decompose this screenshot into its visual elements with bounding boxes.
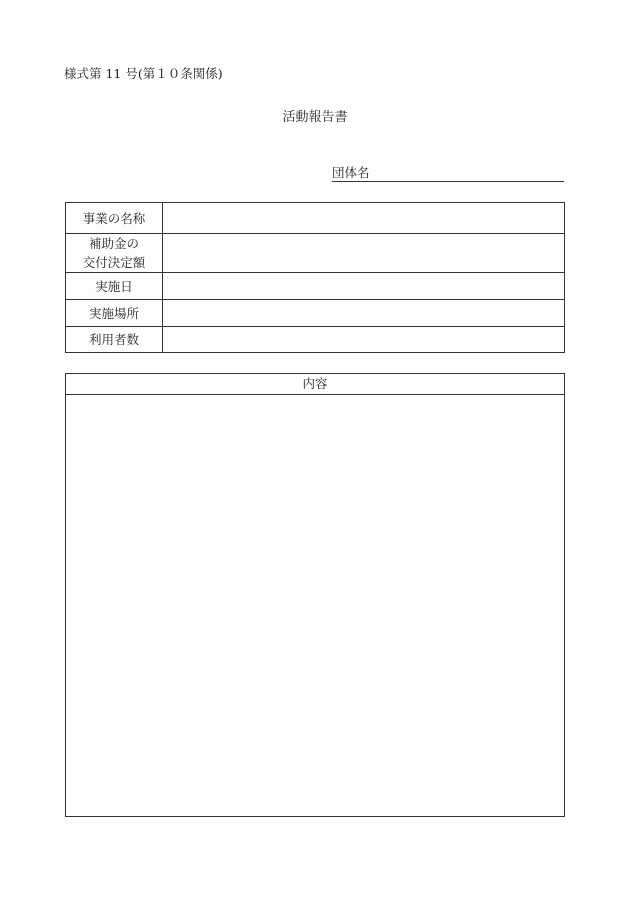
table-row-user-count	[66, 327, 565, 353]
form-number: 様式第 11 号(第１０条関係)	[64, 66, 223, 81]
info-table	[65, 202, 565, 353]
implementation-date-cell[interactable]	[163, 273, 565, 300]
project-name-cell[interactable]	[163, 203, 565, 234]
subsidy-amount-label-line2: 交付決定額	[82, 255, 146, 270]
table-row-venue	[66, 300, 565, 327]
document-title: 活動報告書	[282, 110, 348, 125]
table-row-project-name	[66, 203, 565, 234]
table-row-implementation-date	[66, 273, 565, 300]
venue-cell[interactable]	[163, 300, 565, 327]
subsidy-amount-label-line1: 補助金の	[88, 236, 139, 251]
subsidy-amount-label	[66, 234, 163, 273]
user-count-label: 利用者数	[66, 327, 163, 353]
content-section	[65, 373, 565, 817]
user-count-cell[interactable]	[163, 327, 565, 353]
organization-name-field[interactable]	[332, 165, 564, 182]
content-heading: 内容	[66, 374, 564, 395]
implementation-date-label: 実施日	[66, 273, 163, 300]
project-name-label: 事業の名称	[66, 203, 163, 234]
organization-name-label: 団体名	[332, 165, 370, 180]
table-row-subsidy-amount	[66, 234, 565, 273]
subsidy-amount-cell[interactable]	[163, 234, 565, 273]
venue-label: 実施場所	[66, 300, 163, 327]
